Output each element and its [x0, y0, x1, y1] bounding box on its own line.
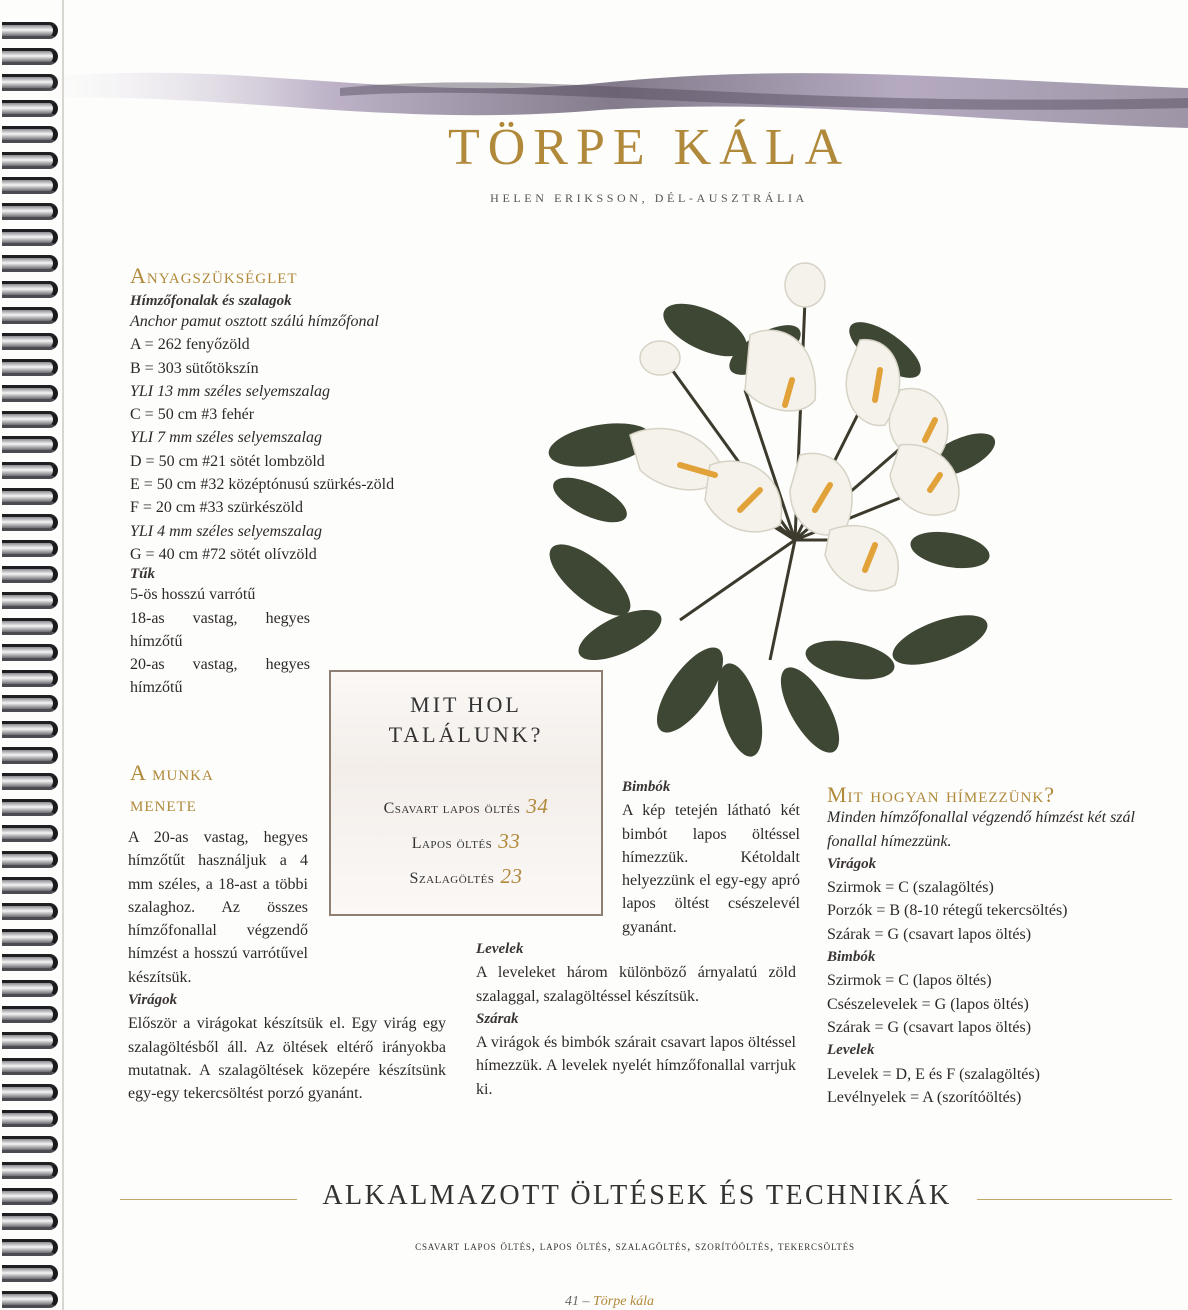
spiral-coil — [2, 255, 58, 272]
spiral-coil — [2, 436, 58, 453]
where-box-item — [331, 825, 601, 860]
material-line: YLI 13 mm széles selyemszalag — [130, 382, 330, 400]
where-box-item-page: 33 — [498, 829, 521, 853]
where-box-item-page: 23 — [500, 864, 523, 888]
how-line: Szárak = G (csavart lapos öltés) — [827, 1018, 1032, 1036]
divider-right — [972, 1199, 1172, 1200]
buds-section — [622, 776, 800, 939]
spiral-coil — [2, 229, 58, 246]
where-box-item-page: 34 — [526, 794, 549, 818]
spiral-coil — [2, 1136, 58, 1153]
spiral-coil — [2, 954, 58, 971]
materials-section — [130, 263, 460, 700]
how-line: Szirmok = C (lapos öltés) — [827, 972, 992, 990]
spiral-coil — [2, 825, 58, 842]
spiral-coil — [2, 1291, 58, 1308]
spiral-coil — [2, 592, 58, 609]
page-title: TÖRPE KÁLA — [447, 119, 851, 176]
needle-line: 20-as vastag, hegyes hímzőtű — [130, 656, 310, 697]
material-line: Anchor pamut osztott szálú hímzőfonal — [130, 313, 379, 330]
stems-subheading: Szárak — [476, 1010, 519, 1027]
how-line: Levelek = D, E és F (szalagöltés) — [827, 1065, 1040, 1083]
spiral-coil — [2, 1006, 58, 1023]
needle-line: 18-as vastag, hegyes hímzőtű — [130, 609, 310, 650]
where-box-title-line1: MIT HOL — [410, 692, 522, 717]
how-groups — [827, 853, 1157, 1109]
material-line: YLI 4 mm széles selyemszalag — [130, 522, 322, 540]
spiral-coil — [2, 644, 58, 661]
stems-text: A virágok és bimbók szárait csavart lapos öltéssel hímezzük. A levelek nyelét hímzőfonallal varrjuk ki. — [476, 1034, 796, 1098]
where-box-item-label: Csavart lapos öltés — [383, 800, 521, 817]
spiral-coil — [2, 411, 58, 428]
spiral-coil — [2, 903, 58, 920]
how-section — [827, 783, 1157, 1109]
spiral-coil — [2, 1058, 58, 1075]
process-heading-line1: A munka — [130, 760, 214, 785]
calla-lily-embroidery-image — [530, 240, 1010, 760]
spiral-coil — [2, 1032, 58, 1049]
spiral-coil — [2, 462, 58, 479]
spiral-coil — [2, 721, 58, 738]
needle-line: 5-ös hosszú varrótű — [130, 586, 256, 604]
spiral-coil — [2, 385, 58, 402]
spiral-coil — [2, 670, 58, 687]
process-intro: A 20-as vastag, hegyes hímzőtűt használjuk a 4 mm széles, a 18-ast a többi szalaghoz. Az összes hímzőfonallal végzendő hímzést a hosszú varrótűvel készítsük. — [128, 829, 308, 986]
buds-text: A kép tetején látható két bimbót lapos öltéssel hímezzük. Kétoldalt helyezzünk el egy-egy apró lapos öltést csészelevél gyanánt. — [622, 802, 800, 936]
flowers-text: Először a virágokat készítsük el. Egy virág egy szalagöltésből áll. Az öltések eltérő irányokba mutatnak. A szalagöltések közepére készítsünk egy-egy tekercsöltést porzó gyanánt. — [128, 1015, 446, 1103]
how-line: Szirmok = C (szalagöltés) — [827, 879, 994, 897]
process-heading-line2: menete — [130, 791, 197, 816]
techniques-heading: ALKALMAZOTT ÖLTÉSEK ÉS TECHNIKÁK — [297, 1180, 977, 1212]
material-line: D = 50 cm #21 sötét lombzöld — [130, 452, 325, 470]
spiral-coil — [2, 1110, 58, 1127]
spiral-coil — [2, 929, 58, 946]
how-group-heading: Levelek — [827, 1042, 875, 1059]
leaves-subheading: Levelek — [476, 941, 524, 957]
page-number: 41 — [565, 1294, 579, 1309]
how-line: Porzók = B (8-10 rétegű tekercsöltés) — [827, 902, 1068, 920]
where-box-item — [331, 860, 601, 895]
author-line: HELEN ERIKSSON, DÉL-AUSZTRÁLIA — [490, 191, 808, 205]
spiral-coil — [2, 307, 58, 324]
material-line: B = 303 sütőtökszín — [130, 359, 259, 377]
spiral-coil — [2, 747, 58, 764]
spiral-coil — [2, 773, 58, 790]
threads-subheading: Hímzőfonalak és szalagok — [130, 293, 292, 309]
materials-heading: Anyagszükséglet — [130, 263, 298, 288]
where-box-item-label: Szalagöltés — [409, 870, 495, 887]
page-footer: 41 – Törpe kála — [565, 1294, 655, 1309]
spiral-coil — [2, 1162, 58, 1179]
material-line: G = 40 cm #72 sötét olívzöld — [130, 545, 317, 563]
spiral-coil — [2, 281, 58, 298]
materials-list — [130, 310, 460, 566]
spiral-coil — [2, 1213, 58, 1230]
material-line: C = 50 cm #3 fehér — [130, 406, 255, 424]
needles-subheading: Tűk — [130, 566, 156, 583]
spiral-coil — [2, 514, 58, 531]
how-group-heading: Virágok — [827, 855, 877, 872]
techniques-list: csavart lapos öltés, lapos öltés, szalagöltés, szorítóöltés, tekercsöltés — [415, 1238, 855, 1253]
spiral-coil — [2, 333, 58, 350]
needles-list — [130, 583, 310, 699]
how-line: Levélnyelek = A (szorítóöltés) — [827, 1088, 1022, 1106]
spiral-coil — [2, 488, 58, 505]
spiral-coil — [2, 22, 58, 39]
spiral-coil — [2, 1188, 58, 1205]
spiral-coil — [2, 799, 58, 816]
where-box-item — [331, 790, 601, 825]
how-group-heading: Bimbók — [827, 949, 876, 966]
spiral-coil — [2, 566, 58, 583]
spiral-coil — [2, 877, 58, 894]
spiral-coil — [2, 980, 58, 997]
divider-left — [120, 1199, 300, 1200]
material-line: F = 20 cm #33 szürkészöld — [130, 499, 303, 517]
how-heading: Mit hogyan hímezzünk? — [827, 782, 1055, 807]
spiral-coil — [2, 359, 58, 376]
material-line: E = 50 cm #32 középtónusú szürkés-zöld — [130, 476, 395, 494]
spiral-coil — [2, 540, 58, 557]
where-box-title-line2: TALÁLUNK? — [388, 722, 544, 747]
how-line: Csészelevelek = G (lapos öltés) — [827, 995, 1029, 1013]
spiral-coil — [2, 618, 58, 635]
flowers-subheading: Virágok — [128, 992, 178, 1009]
leaves-stems-section — [476, 938, 796, 1101]
material-line: YLI 7 mm széles selyemszalag — [130, 429, 322, 447]
how-line: Szárak = G (csavart lapos öltés) — [827, 925, 1032, 943]
where-box-list — [331, 790, 601, 895]
spiral-coil — [2, 1265, 58, 1282]
spiral-coil — [2, 851, 58, 868]
how-intro: Minden hímzőfonallal végzendő hímzést két szál fonallal hímezzünk. — [827, 809, 1135, 850]
spiral-coil — [2, 1239, 58, 1256]
footer-title: Törpe kála — [593, 1294, 655, 1309]
spiral-coil — [2, 1084, 58, 1101]
buds-subheading: Bimbók — [622, 779, 671, 795]
where-box-item-label: Lapos öltés — [411, 835, 493, 852]
spiral-coil — [2, 695, 58, 712]
leaves-text: A leveleket három különböző árnyalatú zöld szalaggal, szalagöltéssel készítsük. — [476, 964, 796, 1005]
material-line: A = 262 fenyőzöld — [130, 336, 250, 354]
